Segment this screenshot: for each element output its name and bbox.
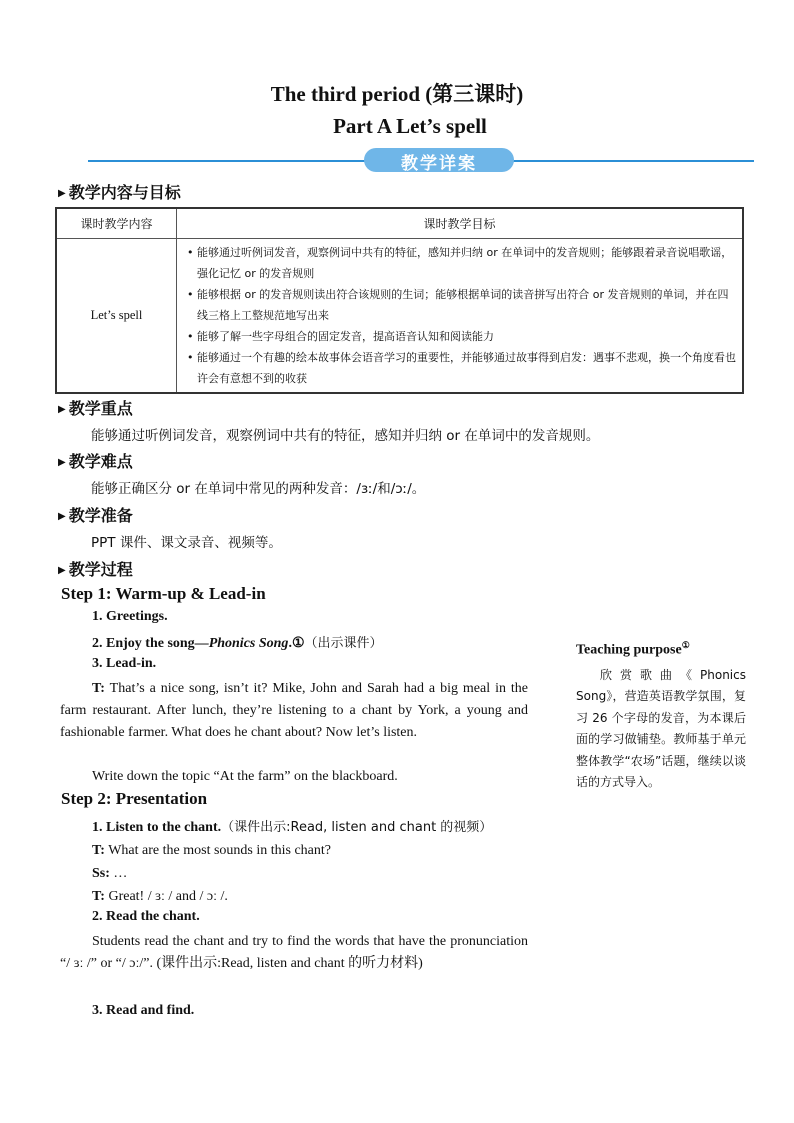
step1-item-leadin: 3. Lead-in. xyxy=(92,656,157,671)
step2-students-answer: Ss: … xyxy=(92,866,128,881)
section-label: 教学内容与目标 xyxy=(68,183,181,202)
table-cell-goals xyxy=(177,239,744,394)
table-cell-content: Let’s spell xyxy=(56,239,177,394)
triangle-icon: ▶ xyxy=(58,188,66,199)
step2-item-find: 3. Read and find. xyxy=(92,1003,195,1018)
step1-item-greetings: 1. Greetings. xyxy=(92,609,168,624)
section-heading-difficulties: ▶ 教学难点 xyxy=(58,452,133,471)
section-banner xyxy=(88,148,754,174)
goals-table xyxy=(55,207,744,394)
table-header-content: 课时教学内容 xyxy=(56,208,177,239)
table-row xyxy=(56,239,743,394)
step2-heading: Step 2: Presentation xyxy=(61,789,208,808)
key-points-text: 能够通过听例词发音，观察例词中共有的特征，感知并归纳 or 在单词中的发音规则。 xyxy=(91,428,600,444)
teaching-purpose-sidebar xyxy=(576,640,746,794)
section-heading-goals xyxy=(58,180,181,203)
step1-dialogue: T: That’s a nice song, isn’t it? Mike, John and Sarah had a big meal in the farm restaurant. After lunch, they’re listening to a chant by York, a young and fashionable farmer. What does he chant about? Now let’s listen. xyxy=(60,681,529,740)
goal-item: • 能够根据 or 的发音规则读出符合该规则的生词；能够根据单词的读音拼写出符合 or 发音规则的单词，并在四线三格上工整规范地写出来 xyxy=(187,288,729,322)
step2-teacher-question: T: What are the most sounds in this chant? xyxy=(92,843,332,858)
goal-item: • 能够了解一些字母组合的固定发音，提高语音认知和阅读能力 xyxy=(187,330,494,343)
preparation-text: PPT 课件、课文录音、视频等。 xyxy=(91,535,282,551)
step1-heading: Step 1: Warm-up & Lead-in xyxy=(61,584,266,603)
triangle-icon: ▶ xyxy=(58,457,66,468)
banner-pill xyxy=(364,148,514,172)
triangle-icon: ▶ xyxy=(58,404,66,415)
sidebar-title: Teaching purpose① xyxy=(576,640,690,658)
difficulties-text: 能够正确区分 or 在单词中常见的两种发音：/ɜː/和/ɔː/。 xyxy=(91,481,426,497)
section-heading-process: ▶ 教学过程 xyxy=(58,560,133,579)
goal-item: • 能够通过听例词发音，观察例词中共有的特征，感知并归纳 or 在单词中的发音规则；能够跟着录音说唱歌谣，强化记忆 or 的发音规则 xyxy=(187,246,733,280)
table-header-row xyxy=(56,208,743,239)
step1-item-song: 2. Enjoy the song—Phonics Song.①（出示课件） xyxy=(92,636,383,651)
step2-read-text: Students read the chant and try to find the words that have the pronunciation “/ ɜː /” or “/ ɔː/”. (课件出示:Read, listen and chant 的听力材料) xyxy=(60,934,528,971)
triangle-icon: ▶ xyxy=(58,511,66,522)
step2-item-read: 2. Read the chant. xyxy=(92,909,200,924)
section-heading-preparation: ▶ 教学准备 xyxy=(58,506,133,525)
step1-write: Write down the topic “At the farm” on the blackboard. xyxy=(92,769,398,784)
step2-teacher-reply: T: Great! / ɜː / and / ɔː /. xyxy=(92,889,228,904)
page-title: The third period (第三课时) xyxy=(270,82,524,106)
table-header-goals: 课时教学目标 xyxy=(177,208,744,239)
sidebar-text: 欣赏歌曲《Phonics Song》，营造英语教学氛围，复习 26 个字母的发音，为本课后面的学习做铺垫。教师基于单元整体教学“农场”话题，继续以谈话的方式导入。 xyxy=(576,667,746,790)
banner-label: 教学详案 xyxy=(401,154,477,174)
section-heading-key-points: ▶ 教学重点 xyxy=(58,399,133,418)
triangle-icon: ▶ xyxy=(58,565,66,576)
step2-item-listen: 1. Listen to the chant.（课件出示:Read, listen and chant 的视频） xyxy=(92,820,493,835)
goal-item: • 能够通过一个有趣的绘本故事体会语音学习的重要性，并能够通过故事得到启发：遇事不悲观，换一个角度看也许会有意想不到的收获 xyxy=(187,351,736,385)
page-subtitle: Part A Let’s spell xyxy=(333,114,487,138)
